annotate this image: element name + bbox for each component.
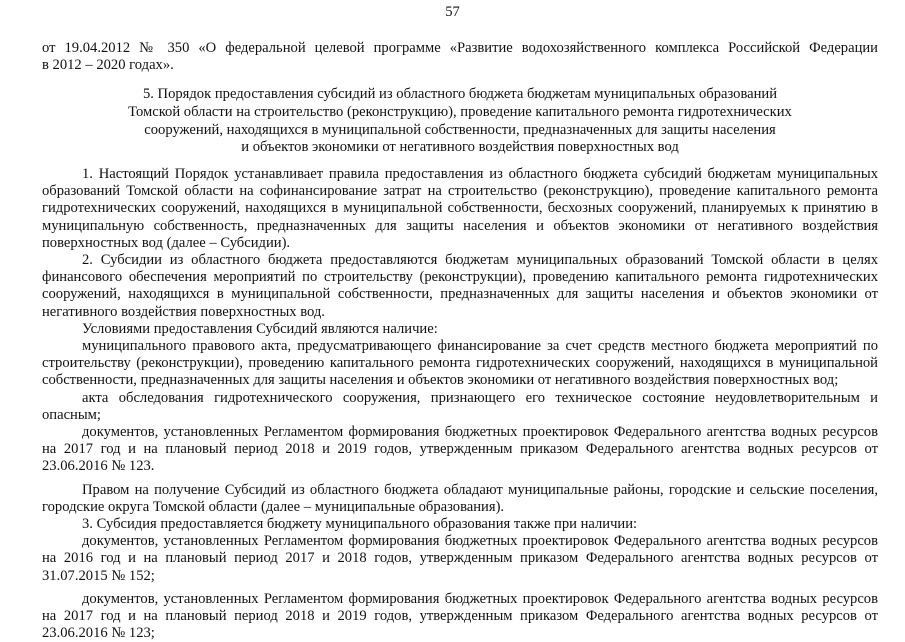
paragraph-5: акта обследования гидротехнического сооружения, признающего его техническое состояние неудовлетворительным и опасным; (42, 389, 878, 423)
paragraph-6: документов, установленных Регламентом формирования бюджетных проектировок Федерального агентства водных ресурсов на 2017 год и на плановый период 2018 и 2019 годов, утвержденным приказом Федерального агентства водных ресурсов от 23.06.2016 № 123. (42, 424, 878, 475)
heading-line-4: и объектов экономики от негативного воздействия поверхностных вод (241, 139, 679, 156)
paragraph-1: 1. Настоящий Порядок устанавливает правила предоставления из областного бюджета субсидий бюджетам муниципальных образований Томской области на софинансирование затрат на строительство (реконструкцию), проведение капитального ремонта гидротехнических сооружений, находящихся в муниципальной собственности, бесхозных сооружений, планируемых к принятию в муниципальную собственность, предназначенных для защиты населения и объектов экономики от негативного воздействия поверхностных вод (далее – Субсидии). (42, 166, 878, 251)
paragraph-3: Условиями предоставления Субсидий являются наличие: (82, 320, 438, 337)
body-text (42, 166, 878, 642)
paragraph-7: Правом на получение Субсидий из областного бюджета обладают муниципальные районы, городские и сельские поселения, городские округа Томской области (далее – муниципальные образования). (42, 481, 878, 515)
section-heading (42, 86, 878, 157)
paragraph-9: документов, установленных Регламентом формирования бюджетных проектировок Федерального агентства водных ресурсов на 2016 год и на плановый период 2017 и 2018 годов, утвержденным приказом Федерального агентства водных ресурсов от 31.07.2015 № 152; (42, 533, 878, 584)
page-number: 57 (445, 4, 460, 20)
paragraph-2: 2. Субсидии из областного бюджета предоставляются бюджетам муниципальных образований Томской области в целях финансового обеспечения мероприятий по строительству (реконструкции), проведению капитального ремонта гидротехнических сооружений, находящихся в муниципальной собственности, предназначенных для защиты населения и объектов экономики от негативного воздействия поверхностных вод. (42, 252, 878, 320)
paragraph-4: муниципального правового акта, предусматривающего финансирование за счет средств местного бюджета мероприятий по строительству (реконструкции), проведению капитального ремонта гидротехнических сооружений, находящихся в муниципальной собственности, предназначенных для защиты населения и объектов экономики от негативного воздействия поверхностных вод; (42, 338, 878, 389)
paragraph-10: документов, установленных Регламентом формирования бюджетных проектировок Федерального агентства водных ресурсов на 2017 год и на плановый период 2018 и 2019 годов, утвержденным приказом Федерального агентства водных ресурсов от 23.06.2016 № 123; (42, 590, 878, 642)
intro-line-1: от 19.04.2012 № 350 «О федеральной целевой программе «Развитие водохозяйственного комплекса Российской Федерации (42, 40, 878, 56)
heading-line-3: сооружений, находящихся в муниципальной собственности, предназначенных для защиты населения (144, 121, 776, 138)
intro-line-2: в 2012 – 2020 годах». (42, 57, 174, 74)
paragraph-8: 3. Субсидия предоставляется бюджету муниципального образования также при наличии: (82, 516, 638, 533)
heading-line-2: Томской области на строительство (реконструкцию), проведение капитального ремонта гидротехнических (128, 103, 792, 120)
heading-line-1: 5. Порядок предоставления субсидий из областного бюджета бюджетам муниципальных образований (142, 86, 778, 102)
intro-block (42, 40, 878, 74)
